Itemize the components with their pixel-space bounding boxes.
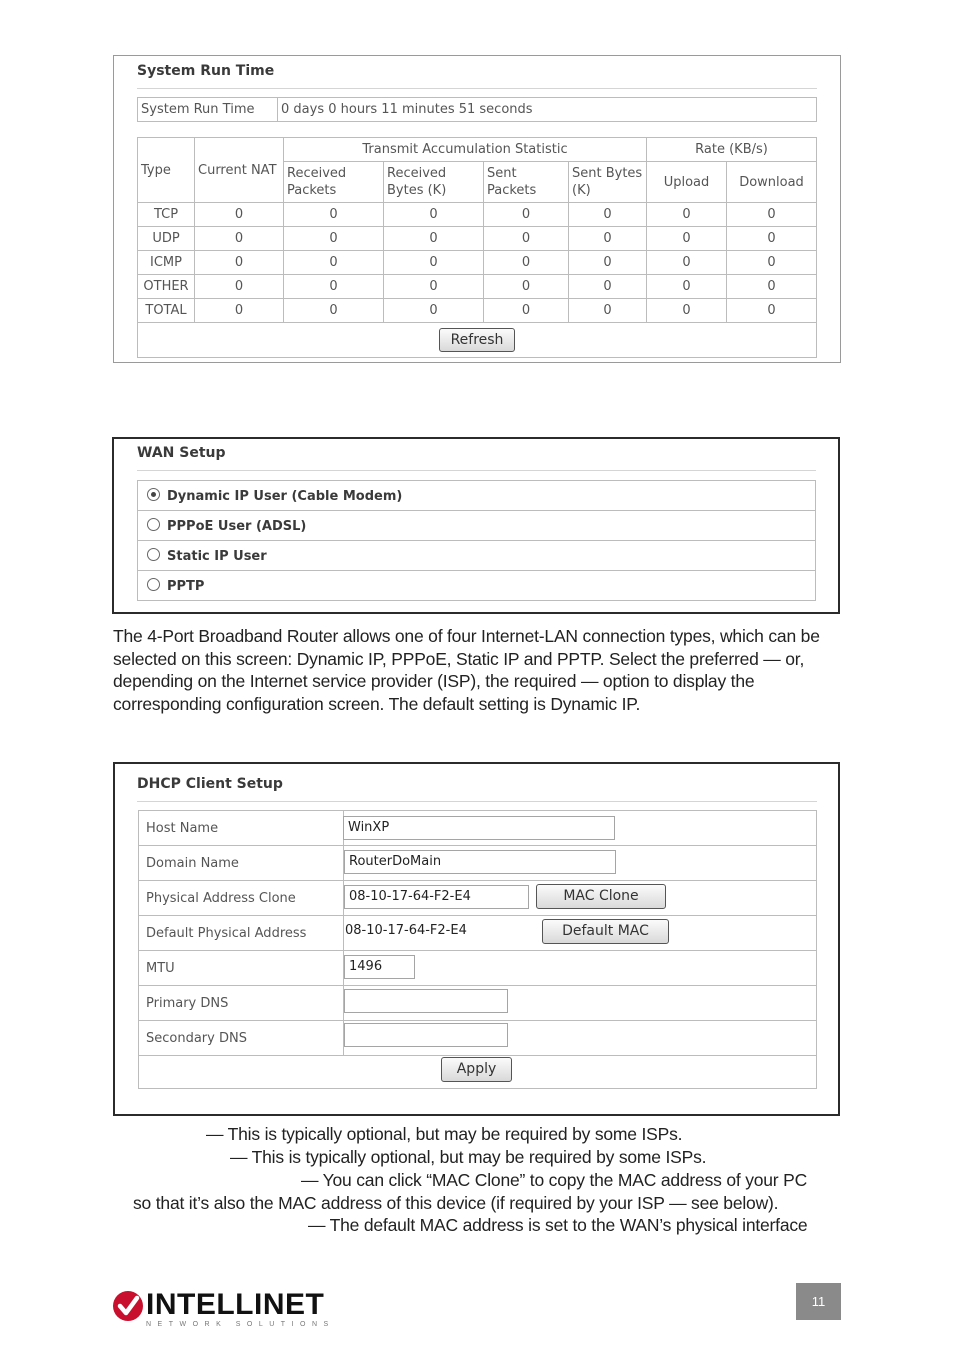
radio-icon[interactable] [147,578,160,591]
mtu-label: MTU [139,951,344,986]
cell-download: 0 [727,227,817,251]
cell-received-packets: 0 [284,227,384,251]
mtu-input[interactable]: 1496 [344,955,415,979]
cell-received-bytes: 0 [384,203,484,227]
wan-type-options [137,480,816,601]
cell-sent-bytes: 0 [569,203,647,227]
title-divider [137,88,817,89]
table-row [138,251,817,275]
refresh-row [138,323,817,358]
note-mac-clone-cont: so that it’s also the MAC address of this device (if required by your ISP — see below). [133,1193,779,1213]
note-host-name: — This is typically optional, but may be required by some ISPs. [206,1124,683,1144]
cell-upload: 0 [647,203,727,227]
radio-icon[interactable] [147,548,160,561]
cell-nat: 0 [195,251,284,275]
cell-sent-packets: 0 [484,203,569,227]
cell-type: TCP [138,203,195,227]
cell-download: 0 [727,299,817,323]
header-upload: Upload [647,162,727,203]
dhcp-client-setup-panel [113,762,840,1116]
cell-received-bytes: 0 [384,275,484,299]
host-name-input[interactable]: WinXP [343,816,615,840]
run-time-label: System Run Time [138,98,278,122]
cell-upload: 0 [647,251,727,275]
cell-received-packets: 0 [284,251,384,275]
wan-option-static-ip[interactable] [138,541,816,571]
wan-option-dynamic-ip[interactable] [138,481,816,511]
logo-wordmark: INTELLINET [146,1288,325,1321]
cell-sent-bytes: 0 [569,251,647,275]
wan-option-label: PPTP [167,578,205,594]
radio-selected-icon[interactable] [147,488,160,501]
cell-type: UDP [138,227,195,251]
host-name-label: Host Name [139,811,344,846]
title-divider [137,801,817,802]
cell-sent-bytes: 0 [569,299,647,323]
cell-upload: 0 [647,275,727,299]
note-mac-clone: — You can click “MAC Clone” to copy the MAC address of your PC [301,1170,808,1190]
header-current-nat: Current NAT [195,138,284,203]
cell-sent-packets: 0 [484,275,569,299]
cell-type: OTHER [138,275,195,299]
mac-clone-input[interactable]: 08-10-17-64-F2-E4 [344,885,529,909]
mac-clone-button[interactable]: MAC Clone [536,884,666,909]
cell-nat: 0 [195,203,284,227]
cell-sent-packets: 0 [484,227,569,251]
cell-received-packets: 0 [284,203,384,227]
body-paragraph: The 4-Port Broadband Router allows one of four Internet-LAN connection types, which can be selected on this screen: Dynamic IP, PPPoE, Static IP and PPTP. Select the preferred — or, depending on the Internet service provider (ISP), the required — option to display the corresponding configuration screen. The default setting is Dynamic IP. [113,626,820,714]
table-row [138,227,817,251]
cell-nat: 0 [195,299,284,323]
wan-setup-title: WAN Setup [137,445,226,461]
system-run-time-title: System Run Time [137,63,275,79]
cell-upload: 0 [647,299,727,323]
header-type: Type [138,138,195,203]
traffic-stats-table [137,137,817,358]
cell-sent-packets: 0 [484,251,569,275]
logo-tagline: NETWORK SOLUTIONS [146,1321,335,1328]
wan-option-label: Static IP User [167,548,267,564]
mac-clone-label: Physical Address Clone [139,881,344,916]
cell-download: 0 [727,251,817,275]
domain-name-label: Domain Name [139,846,344,881]
page-number: 11 [796,1283,841,1320]
header-received-bytes: Received Bytes (K) [384,162,484,203]
title-divider [137,470,816,471]
run-time-table [137,97,817,122]
header-received-packets: Received Packets [284,162,384,203]
secondary-dns-input[interactable] [344,1023,508,1047]
note-default-mac: — The default MAC address is set to the WAN’s physical interface [308,1215,808,1235]
wan-option-pptp[interactable] [138,571,816,601]
header-sent-bytes: Sent Bytes (K) [569,162,647,203]
header-transmit-group: Transmit Accumulation Statistic [284,138,647,162]
cell-received-packets: 0 [284,299,384,323]
header-sent-packets: Sent Packets [484,162,569,203]
cell-received-packets: 0 [284,275,384,299]
cell-sent-bytes: 0 [569,275,647,299]
default-mac-value: 08-10-17-64-F2-E4 [345,923,467,938]
default-mac-button[interactable]: Default MAC [542,919,669,944]
cell-nat: 0 [195,227,284,251]
table-row [138,203,817,227]
wan-option-pppoe[interactable] [138,511,816,541]
table-row [138,299,817,323]
header-download: Download [727,162,817,203]
table-row [138,275,817,299]
radio-icon[interactable] [147,518,160,531]
refresh-button[interactable]: Refresh [439,328,515,352]
dhcp-title: DHCP Client Setup [137,776,283,792]
cell-sent-packets: 0 [484,299,569,323]
cell-upload: 0 [647,227,727,251]
cell-nat: 0 [195,275,284,299]
cell-received-bytes: 0 [384,227,484,251]
cell-download: 0 [727,203,817,227]
wan-option-label: PPPoE User (ADSL) [167,518,307,534]
cell-type: TOTAL [138,299,195,323]
wan-option-label: Dynamic IP User (Cable Modem) [167,488,403,504]
cell-type: ICMP [138,251,195,275]
secondary-dns-label: Secondary DNS [139,1021,344,1056]
primary-dns-label: Primary DNS [139,986,344,1021]
cell-sent-bytes: 0 [569,227,647,251]
cell-download: 0 [727,275,817,299]
header-rate-group: Rate (KB/s) [647,138,817,162]
apply-button[interactable]: Apply [441,1057,512,1082]
logo-checkmark-icon [112,1290,144,1322]
note-domain-name: — This is typically optional, but may be required by some ISPs. [230,1147,707,1167]
primary-dns-input[interactable] [344,989,508,1013]
domain-name-input[interactable]: RouterDoMain [344,850,616,874]
cell-received-bytes: 0 [384,299,484,323]
cell-received-bytes: 0 [384,251,484,275]
default-mac-label: Default Physical Address [139,916,344,951]
wan-setup-panel [112,437,840,614]
run-time-value: 0 days 0 hours 11 minutes 51 seconds [278,98,817,122]
system-run-time-panel [113,55,841,363]
